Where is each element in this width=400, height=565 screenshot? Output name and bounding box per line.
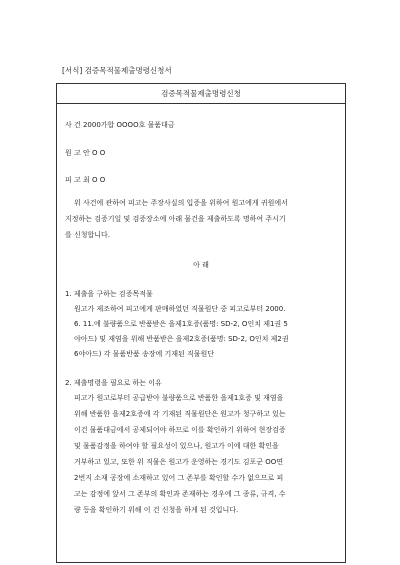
plaintiff-line: 원 고 안 O O xyxy=(65,149,106,157)
document-title: 검증목적물제출명령신청 xyxy=(161,89,241,98)
section1-line: 6야아드) 각 물품반품 송장에 기재된 직물원단 xyxy=(74,350,215,358)
intro-line: 지정하는 검증기일 및 검증장소에 아래 물건을 제출하도록 명하여 주시기 xyxy=(65,215,286,223)
intro-line: 를 신청합니다. xyxy=(65,231,111,239)
section2-line: 이건 물품대금에서 공제되어야 하므로 이를 확인하기 위하여 현장검증 xyxy=(74,426,286,434)
section2-line: 및 물품감정을 하여야 할 필요성이 있으나, 원고가 이에 대한 확인을 xyxy=(74,442,279,450)
section1-line: 야아드) 및 재염을 위해 반품받은 을제2호증(품명: SD-2, O인치 제2권 xyxy=(74,335,289,343)
section2-line: 위해 반품한 을제2호증에 각 기재된 직물원단은 원고가 청구하고 있는 xyxy=(74,410,286,418)
section-heading: 아 래 xyxy=(193,261,209,269)
intro-line: 위 사건에 관하여 피고는 주장사실의 입증을 위하여 원고에게 귀원에서 xyxy=(74,199,288,207)
section1-line: 6. 11.에 불량품으로 반품받은 을제1호증(품명: SD-2, O인치 제1권 5 xyxy=(74,320,288,328)
section2-title: 2. 제출명령을 필요로 하는 이유 xyxy=(65,379,162,387)
section2-line: 피고가 원고로부터 공급받아 불량품으로 반품한 을제1호증 및 재염을 xyxy=(74,394,284,402)
section2-line: 2번지 소재 공장에 소재하고 있어 그 존부를 확인할 수가 없으므로 피 xyxy=(74,474,284,482)
case-line: 사 건 2000가합 OOOO호 물품대금 xyxy=(65,121,175,129)
defendant-line: 피 고 최 O O xyxy=(65,176,106,184)
form-label: [서식] 검증목적물제출명령신청서 xyxy=(62,66,172,75)
section2-line: 거부하고 있고, 또한 위 직물은 원고가 운영하는 경기도 김포군 OO면 xyxy=(74,458,284,466)
section2-line: 량 등을 확인하기 위해 이 건 신청을 하게 된 것입니다. xyxy=(74,506,239,514)
section2-line: 고는 감정에 앞서 그 존부의 확인과 존재하는 경우에 그 종류, 규격, 수 xyxy=(74,490,286,498)
section1-title: 1. 제출을 구하는 검증목적물 xyxy=(65,290,153,298)
document-frame xyxy=(56,83,346,563)
section1-line: 원고가 제조하여 피고에게 판매하였던 직물원단 중 피고로부터 2000. xyxy=(74,305,286,313)
title-divider xyxy=(57,103,345,104)
